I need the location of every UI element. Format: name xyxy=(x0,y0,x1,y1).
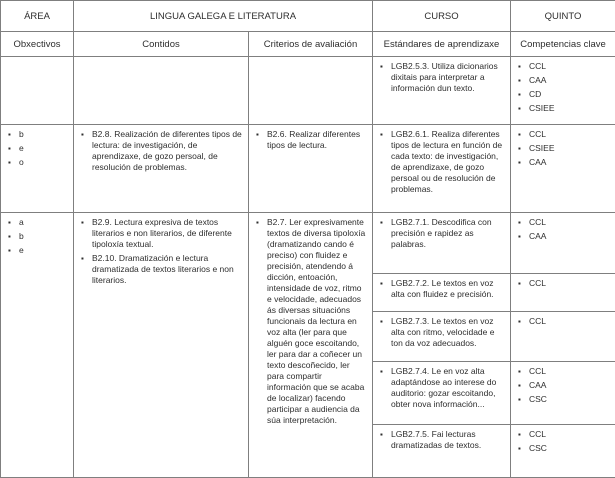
estandar-cell xyxy=(373,425,511,478)
header-course-value: QUINTO xyxy=(511,1,615,32)
estandar-item: ▪ LGB2.5.3. Utiliza dicionarios dixitais para interpretar a información dun texto. xyxy=(380,61,506,94)
estandar-item: ▪ LGB2.7.1. Descodifica con precisión e rapidez as palabras. xyxy=(380,217,506,250)
obxectivo-item: ▪ e xyxy=(8,143,69,154)
estandar-item: ▪ LGB2.6.1. Realiza diferentes tipos de lectura en función de cada texto: de investigación, de aprendizaxe, de gozo persoal ou de resolución de problemas. xyxy=(380,129,506,195)
obxectivo-item: ▪ b xyxy=(8,129,69,140)
col-header-contidos: Contidos xyxy=(74,32,249,57)
header-area-label: ÁREA xyxy=(1,1,74,32)
obxectivo-item: ▪ b xyxy=(8,231,69,242)
empty-cell xyxy=(74,57,249,125)
competencia-item: ▪ CSC xyxy=(518,394,611,405)
criterios-cell xyxy=(249,213,373,478)
competencias-cell xyxy=(511,425,615,478)
estandar-item: ▪ LGB2.7.4. Le en voz alta adaptándose ao interese do auditorio: gozar escoitando, obter nova información... xyxy=(380,366,506,410)
competencia-item: ▪ CCL xyxy=(518,366,611,377)
estandar-item: ▪ LGB2.7.3. Le textos en voz alta con ritmo, velocidade e ton da voz adecuados. xyxy=(380,316,506,349)
col-header-estandares: Estándares de aprendizaxe xyxy=(373,32,511,57)
competencia-item: ▪ CSIEE xyxy=(518,143,611,154)
contidos-cell xyxy=(74,125,249,213)
table-header-row-1 xyxy=(1,1,615,32)
competencia-item: ▪ CAA xyxy=(518,380,611,391)
competencias-cell xyxy=(511,312,615,362)
competencias-cell xyxy=(511,274,615,312)
estandar-cell xyxy=(373,362,511,425)
table-row xyxy=(1,125,615,213)
table-row xyxy=(1,213,615,274)
estandar-cell xyxy=(373,312,511,362)
header-subject: LINGUA GALEGA E LITERATURA xyxy=(74,1,373,32)
competencia-item: ▪ CD xyxy=(518,89,611,100)
criterio-item: ▪ B2.6. Realizar diferentes tipos de lectura. xyxy=(256,129,368,151)
obxectivo-item: ▪ a xyxy=(8,217,69,228)
col-header-competencias: Competencias clave xyxy=(511,32,615,57)
competencias-cell xyxy=(511,57,615,125)
competencia-item: ▪ CSIEE xyxy=(518,103,611,114)
obxectivos-cell xyxy=(1,125,74,213)
competencia-item: ▪ CCL xyxy=(518,278,611,289)
competencia-item: ▪ CSC xyxy=(518,443,611,454)
col-header-obxectivos: Obxectivos xyxy=(1,32,74,57)
competencia-item: ▪ CCL xyxy=(518,429,611,440)
estandar-cell xyxy=(373,213,511,274)
contidos-cell xyxy=(74,213,249,478)
estandar-cell xyxy=(373,125,511,213)
empty-cell xyxy=(1,57,74,125)
competencia-item: ▪ CAA xyxy=(518,231,611,242)
header-course-label: CURSO xyxy=(373,1,511,32)
table-header-row-2 xyxy=(1,32,615,57)
competencias-cell xyxy=(511,213,615,274)
competencias-cell xyxy=(511,125,615,213)
competencia-item: ▪ CCL xyxy=(518,217,611,228)
estandar-cell xyxy=(373,57,511,125)
empty-cell xyxy=(249,57,373,125)
competencia-item: ▪ CCL xyxy=(518,316,611,327)
contido-item: ▪ B2.8. Realización de diferentes tipos de lectura: de investigación, de aprendizaxe, de gozo persoal, de resolución de problemas. xyxy=(81,129,244,173)
estandar-item: ▪ LGB2.7.2. Le textos en voz alta con fluidez e precisión. xyxy=(380,278,506,300)
competencias-cell xyxy=(511,362,615,425)
contido-item: ▪ B2.10. Dramatización e lectura dramatizada de textos literarios e non literarios. xyxy=(81,253,244,286)
estandar-item: ▪ LGB2.7.5. Fai lecturas dramatizadas de textos. xyxy=(380,429,506,451)
table-row xyxy=(1,57,615,125)
competencia-item: ▪ CAA xyxy=(518,75,611,86)
obxectivo-item: ▪ e xyxy=(8,245,69,256)
criterios-cell xyxy=(249,125,373,213)
competencia-item: ▪ CAA xyxy=(518,157,611,168)
competencia-item: ▪ CCL xyxy=(518,61,611,72)
col-header-criterios: Criterios de avaliación xyxy=(249,32,373,57)
obxectivos-cell xyxy=(1,213,74,478)
contido-item: ▪ B2.9. Lectura expresiva de textos literarios e non literarios, de diferente tipoloxía textual. xyxy=(81,217,244,250)
criterio-item: ▪ B2.7. Ler expresivamente textos de diversa tipoloxía (dramatizando cando é preciso) con fluidez e precisión, atendendo á dicción, entoación, intensidade de voz, ritmo e velocidade, adecuados ás diversas situacións funcionais da lectura en voz alta (ler para que alguén goce escoitando, ler para dar a coñecer un texto descoñecido, ler para compartir información que se acaba de localizar) facendo participar a audiencia da súa interpretación. xyxy=(256,217,368,426)
obxectivo-item: ▪ o xyxy=(8,157,69,168)
competencia-item: ▪ CCL xyxy=(518,129,611,140)
estandar-cell xyxy=(373,274,511,312)
